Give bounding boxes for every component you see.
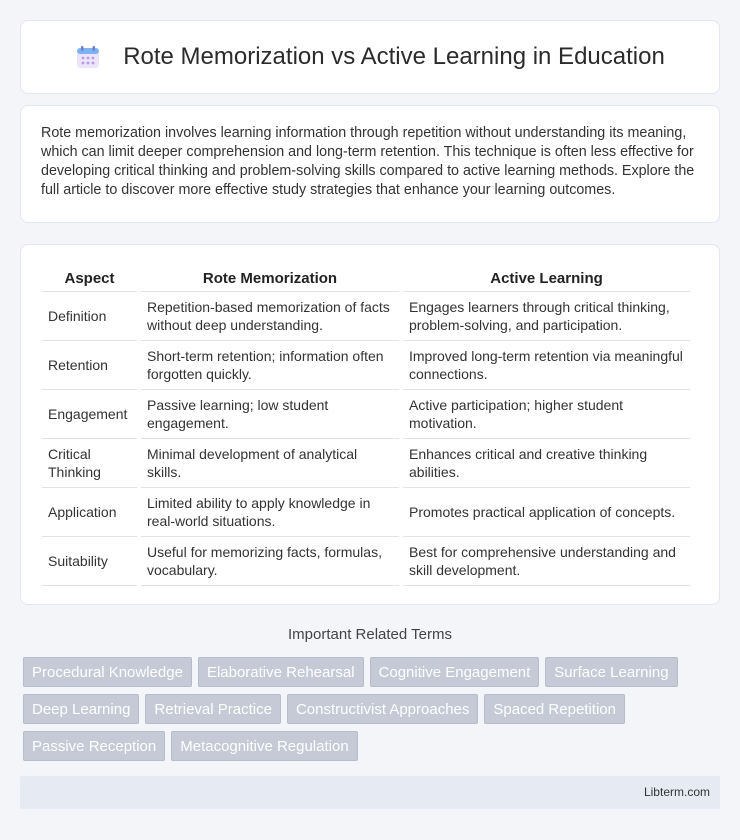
related-term-tag[interactable]: Spaced Repetition	[484, 694, 625, 724]
active-cell: Improved long-term retention via meaningful connections.	[403, 341, 690, 390]
related-term-tag[interactable]: Cognitive Engagement	[370, 657, 540, 687]
aspect-cell: Retention	[42, 341, 137, 390]
footer	[20, 776, 720, 809]
rote-cell: Repetition-based memorization of facts without deep understanding.	[141, 292, 399, 341]
table-row	[42, 439, 690, 488]
aspect-cell: Engagement	[42, 390, 137, 439]
related-term-tag[interactable]: Constructivist Approaches	[287, 694, 478, 724]
table-row	[42, 390, 690, 439]
aspect-cell: Application	[42, 488, 137, 537]
aspect-cell: Definition	[42, 292, 137, 341]
intro-text: Rote memorization involves learning information through repetition without understanding its meaning, which can limit deeper comprehension and long-term retention. This technique is often less effective for developing critical thinking and problem-solving skills compared to active learning methods. Explore the full article to discover more effective study strategies that enhance your learning outcomes.	[41, 125, 695, 198]
related-terms-list	[23, 657, 723, 761]
rote-cell: Passive learning; low student engagement.	[141, 390, 399, 439]
table-row	[42, 488, 690, 537]
comparison-table-card	[20, 244, 720, 605]
related-term-tag[interactable]: Elaborative Rehearsal	[198, 657, 364, 687]
table-header-row	[42, 265, 690, 292]
calendar-icon	[75, 44, 101, 70]
header-card	[20, 20, 720, 94]
aspect-cell: Critical Thinking	[42, 439, 137, 488]
rote-cell: Short-term retention; information often forgotten quickly.	[141, 341, 399, 390]
column-header-aspect: Aspect	[42, 265, 137, 292]
footer-site-link[interactable]: Libterm.com	[643, 785, 710, 799]
rote-cell: Useful for memorizing facts, formulas, vocabulary.	[141, 537, 399, 586]
active-cell: Best for comprehensive understanding and skill development.	[403, 537, 690, 586]
related-term-tag[interactable]: Retrieval Practice	[145, 694, 281, 724]
intro-card	[20, 105, 720, 223]
aspect-cell: Suitability	[42, 537, 137, 586]
table-row	[42, 341, 690, 390]
related-term-tag[interactable]: Deep Learning	[23, 694, 139, 724]
related-term-tag[interactable]: Passive Reception	[23, 731, 165, 761]
related-term-tag[interactable]: Surface Learning	[545, 657, 677, 687]
column-header-rote: Rote Memorization	[141, 265, 399, 292]
rote-cell: Minimal development of analytical skills.	[141, 439, 399, 488]
active-cell: Promotes practical application of concepts.	[403, 488, 690, 537]
active-cell: Engages learners through critical thinking, problem-solving, and participation.	[403, 292, 690, 341]
page-title: Rote Memorization vs Active Learning in Education	[123, 43, 665, 70]
comparison-table	[38, 265, 694, 586]
related-term-tag[interactable]: Metacognitive Regulation	[171, 731, 357, 761]
related-term-tag[interactable]: Procedural Knowledge	[23, 657, 192, 687]
related-terms-title: Important Related Terms	[288, 626, 452, 643]
table-row	[42, 537, 690, 586]
column-header-active: Active Learning	[403, 265, 690, 292]
active-cell: Active participation; higher student motivation.	[403, 390, 690, 439]
active-cell: Enhances critical and creative thinking abilities.	[403, 439, 690, 488]
rote-cell: Limited ability to apply knowledge in real-world situations.	[141, 488, 399, 537]
table-row	[42, 292, 690, 341]
